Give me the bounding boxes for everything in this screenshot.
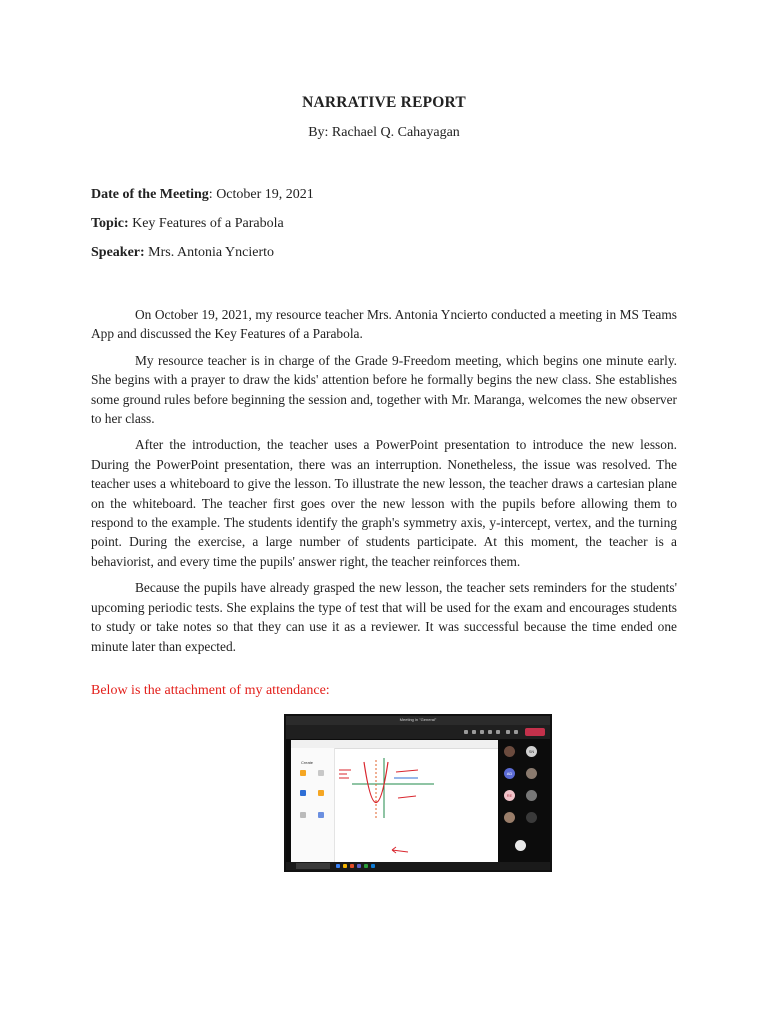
meta-topic [91, 216, 284, 232]
whiteboard [291, 740, 498, 862]
meta-topic-label: Topic: [91, 216, 129, 231]
participant-avatar [526, 812, 537, 823]
create-label: Create [301, 760, 314, 765]
mic-icon [514, 730, 518, 734]
note-icon [300, 770, 306, 776]
leave-button [525, 728, 545, 736]
participant-avatar [504, 812, 515, 823]
taskbar-app-icon [336, 864, 340, 868]
windows-taskbar [286, 862, 550, 870]
participant-avatar: RE [504, 790, 515, 801]
author-byline: By: Rachael Q. Cahayagan [308, 125, 460, 140]
paragraph: After the introduction, the teacher uses a PowerPoint presentation to introduce the new lesson. During the PowerPoint presentation, there was an interruption. Nonetheless, the issue was resolved. The teacher uses a whiteboard to give the lesson. To illustrate the new lesson, the teacher draws a cartesian plane on the whiteboard. The teacher first goes over the new lesson with the pupils before allowing them to respond to the example. The students identify the graph's symmetry axis, y-intercept, vertex, and the turning point. During the exercise, a large number of students participate. At this moment, the teacher is a behaviorist, and every time the pupils' answer right, the teacher reinforces them. [91, 437, 677, 569]
report-body [91, 305, 677, 663]
participant-avatar: SN [526, 746, 537, 757]
taskbar-app-icon [350, 864, 354, 868]
participant-avatar [526, 768, 537, 779]
meta-speaker [91, 245, 274, 261]
meeting-toolbar [286, 725, 550, 739]
participant-avatar [504, 746, 515, 757]
meta-topic-value: Key Features of a Parabola [128, 216, 284, 231]
meta-date: Date of the Meeting: October 19, 2021 [91, 187, 314, 202]
image-icon [318, 812, 324, 818]
attendance-screenshot [284, 714, 552, 872]
meta-date-label: Date of the Meeting [91, 187, 209, 202]
paragraph: My resource teacher is in charge of the Grade 9-Freedom meeting, which begins one minute early. She begins with a prayer to draw the kids' attention before he formally begins the new class. She establishes some ground rules before beginning the session and, together with Mr. Maranga, welcomes the new observer to her class. [91, 352, 677, 427]
meta-speaker-label: Speaker: [91, 245, 145, 260]
taskbar-search [296, 863, 330, 869]
attachment-note: Below is the attachment of my attendance: [91, 683, 330, 698]
paragraph: On October 19, 2021, my resource teacher Mrs. Antonia Yncierto conducted a meeting in MS Teams App and discussed the Key Features of a Parabola. [91, 307, 677, 342]
view-icon [488, 730, 492, 734]
taskbar-app-icon [371, 864, 375, 868]
react-icon [480, 730, 484, 734]
chat-icon [464, 730, 468, 734]
equation-scribble [339, 770, 351, 778]
taskbar-app-icon [357, 864, 361, 868]
participant-avatar: AD [504, 768, 515, 779]
more-icon [496, 730, 500, 734]
meta-speaker-value: Mrs. Antonia Yncierto [144, 245, 275, 260]
reaction-icon [318, 790, 324, 796]
whiteboard-sidebar [291, 748, 335, 862]
window-title: Meeting in "General" [399, 717, 437, 722]
arrow-scribble [392, 847, 408, 853]
taskbar-app-icon [364, 864, 368, 868]
meta-date-value: October 19, 2021 [212, 187, 314, 202]
whiteboard-drawing [334, 748, 498, 862]
camera-icon [506, 730, 510, 734]
shape-icon [300, 790, 306, 796]
participant-avatar [526, 790, 537, 801]
template-icon [300, 812, 306, 818]
taskbar-app-icon [343, 864, 347, 868]
self-avatar [515, 840, 526, 851]
paragraph: Because the pupils have already grasped the new lesson, the teacher sets reminders for the students' upcoming periodic tests. She explains the type of test that will be used for the exam and encourages students to study or take notes so that they can use it as a reviewer. It was successful because the time ended one minute later than expected. [91, 580, 677, 654]
text-icon [318, 770, 324, 776]
window-titlebar [286, 716, 550, 725]
report-title: NARRATIVE REPORT [302, 94, 466, 111]
people-icon [472, 730, 476, 734]
